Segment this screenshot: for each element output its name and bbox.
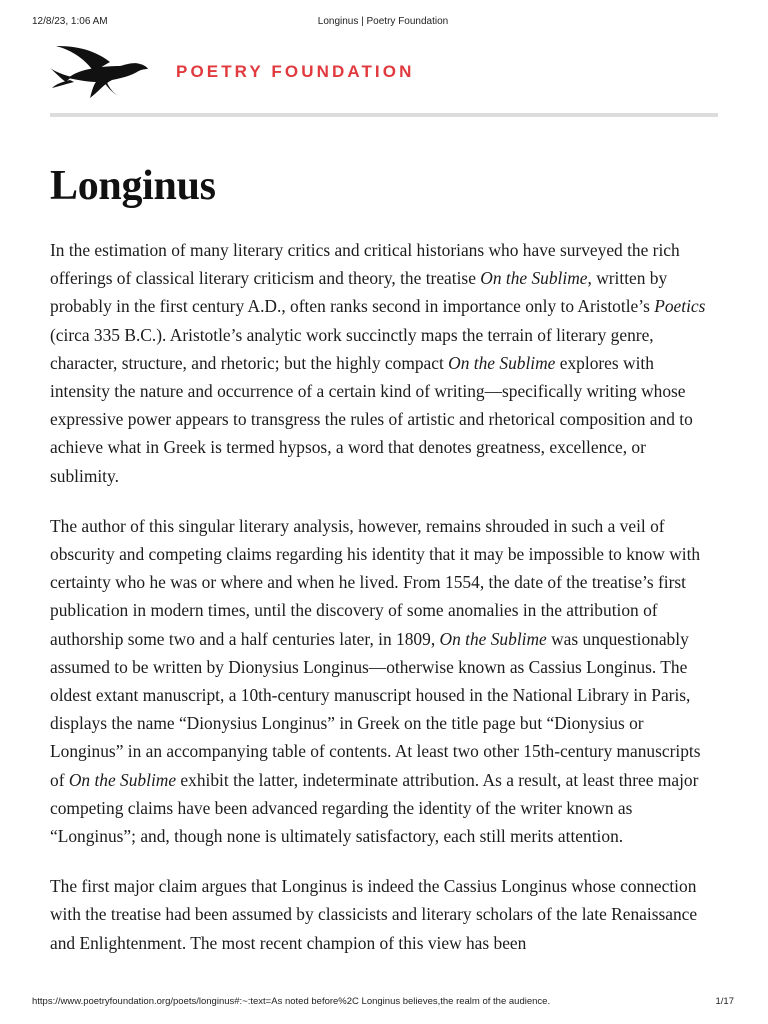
print-page-number: 1/17 [715, 996, 734, 1007]
pegasus-logo-icon [50, 42, 150, 100]
article-paragraph: The first major claim argues that Longinus is indeed the Cassius Longinus whose connection with the treatise had been assumed by classicists and literary scholars of the late Renaissance and Enlightenment. The most recent champion of this view has been [50, 876, 698, 953]
book-title: On the Sublime [480, 268, 588, 289]
print-url: https://www.poetryfoundation.org/poets/longinus#:~:text=As noted before%2C Longinus believes,the realm of the audience. [32, 996, 551, 1007]
print-header [32, 16, 734, 30]
article-body [50, 160, 718, 979]
masthead [50, 42, 718, 102]
brand-name-link[interactable]: POETRY FOUNDATION [176, 62, 415, 81]
book-title: On the Sublime [68, 769, 177, 790]
book-title: On the Sublime [439, 628, 547, 649]
article-title: Longinus [50, 163, 216, 209]
print-page-title: Longinus | Poetry Foundation [317, 16, 449, 27]
print-datetime: 12/8/23, 1:06 AM [32, 16, 108, 27]
book-title: On the Sublime [448, 352, 556, 373]
print-footer [32, 996, 734, 1010]
masthead-divider [50, 113, 718, 117]
article-paragraph: In the estimation of many literary critics and critical historians who have surveyed the rich offerings of classical literary criticism and theory, the treatise On the Sublime, written by probably in the first century A.D., often ranks second in importance only to Aristotle’s Poetics (circa 335 B.C.). Aristotle’s analytic work succinctly maps the terrain of literary genre, character, structure, and rhetoric; but the highly compact On the Sublime explores with intensity the nature and occurrence of a certain kind of writing—specifically writing whose expressive power appears to transgress the rules of artistic and rhetorical composition and to achieve what in Greek is termed hypsos, a word that denotes greatness, excellence, or sublimity. [50, 240, 706, 486]
article-paragraph: The author of this singular literary analysis, however, remains shrouded in such a veil of obscurity and competing claims regarding his identity that it may be impossible to know with certainty who he was or where and when he lived. From 1554, the date of the treatise’s first publication in modern times, until the discovery of some anomalies in the attribution of authorship some two and a half centuries later, in 1809, On the Sublime was unquestionably assumed to be written by Dionysius Longinus—otherwise known as Cassius Longinus. The oldest extant manuscript, a 10th-century manuscript housed in the National Library in Paris, displays the name “Dionysius Longinus” in Greek on the title page but “Dionysius or Longinus” in an accompanying table of contents. At least two other 15th-century manuscripts of On the Sublime exhibit the latter, indeterminate attribution. As a result, at least three major competing claims have been advanced regarding the identity of the writer known as “Longinus”; and, though none is ultimately satisfactory, each still merits attention. [50, 515, 701, 847]
book-title: Poetics [654, 296, 706, 317]
